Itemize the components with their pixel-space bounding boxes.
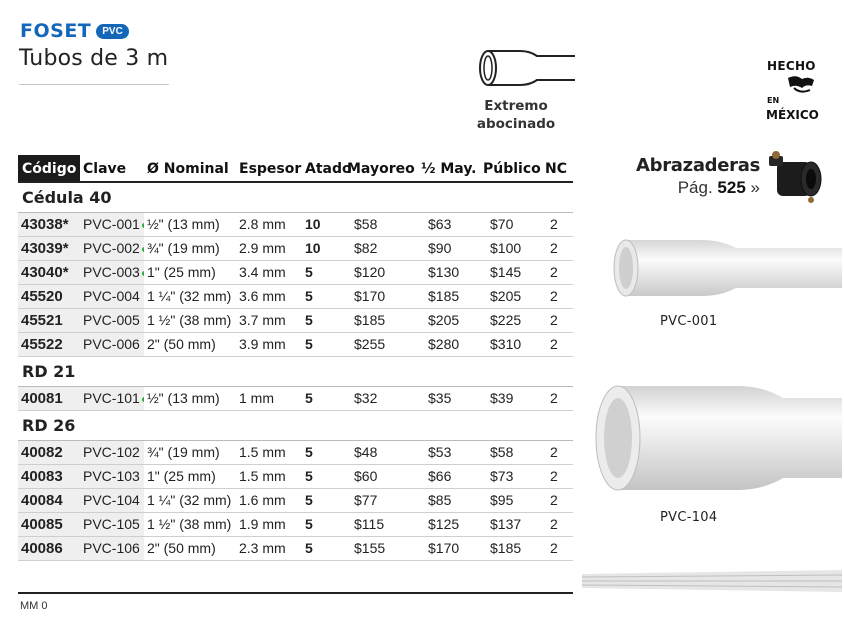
cell-mayoreo xyxy=(344,284,418,308)
cell-nc-text: 2 xyxy=(550,540,558,556)
bell-caption-line1: Extremo xyxy=(484,98,548,114)
clamp-product-image xyxy=(767,150,827,205)
stock-dot-icon xyxy=(142,223,144,228)
cell-nc-text: 2 xyxy=(550,312,558,328)
cell-codigo-text: 43038* xyxy=(21,215,69,233)
cell-clave xyxy=(80,512,144,536)
cell-mayoreo xyxy=(344,464,418,488)
bell-end-caption xyxy=(470,97,562,133)
cell-mayoreo-text: $58 xyxy=(354,216,378,232)
cell-espesor-text: 2.3 mm xyxy=(239,540,286,556)
cell-atado xyxy=(302,284,344,308)
cell-medio-mayoreo-text: $53 xyxy=(428,444,452,460)
cell-nc xyxy=(542,440,573,464)
related-arrow: » xyxy=(750,178,760,197)
cell-nominal xyxy=(144,488,236,512)
cell-publico-text: $58 xyxy=(490,444,514,460)
cell-nc-text: 2 xyxy=(550,336,558,352)
made-in-mexico-badge xyxy=(758,58,828,128)
cell-espesor xyxy=(236,488,302,512)
cell-atado xyxy=(302,386,344,410)
col-header-medio-mayoreo: ½ May. xyxy=(421,161,477,177)
pipe-small-label: PVC-001 xyxy=(660,314,718,329)
cell-clave-text: PVC-101 xyxy=(83,390,140,406)
cell-espesor-text: 3.6 mm xyxy=(239,288,286,304)
page-title: Tubos de 3 m xyxy=(19,46,169,71)
cell-clave-text: PVC-004 xyxy=(83,288,140,304)
cell-medio-mayoreo-text: $35 xyxy=(428,390,452,406)
cell-nc-text: 2 xyxy=(550,240,558,256)
cell-espesor-text: 1 mm xyxy=(239,390,274,406)
cell-nominal-text: 1" (25 mm) xyxy=(147,468,216,484)
cell-medio-mayoreo-text: $130 xyxy=(428,264,460,280)
table-row xyxy=(18,260,573,284)
table-row xyxy=(18,386,573,410)
cell-nc xyxy=(542,512,573,536)
cell-espesor-text: 1.9 mm xyxy=(239,516,286,532)
cell-atado-text: 5 xyxy=(305,312,313,328)
cell-codigo-text: 43040* xyxy=(21,263,69,281)
cell-espesor xyxy=(236,332,302,356)
cell-publico xyxy=(480,440,542,464)
table-row xyxy=(18,212,573,236)
stock-dot-icon xyxy=(142,271,144,276)
cell-nc xyxy=(542,464,573,488)
cell-nc-text: 2 xyxy=(550,288,558,304)
cell-atado-text: 5 xyxy=(305,264,313,280)
cell-nc-text: 2 xyxy=(550,444,558,460)
cell-publico xyxy=(480,284,542,308)
cell-publico-text: $73 xyxy=(490,468,514,484)
cell-espesor xyxy=(236,260,302,284)
cell-codigo xyxy=(18,236,80,260)
cell-medio-mayoreo-text: $63 xyxy=(428,216,452,232)
cell-nominal xyxy=(144,386,236,410)
cell-clave-text: PVC-104 xyxy=(83,492,140,508)
cell-espesor xyxy=(236,464,302,488)
cell-medio-mayoreo xyxy=(418,512,480,536)
cell-codigo-text: 40085 xyxy=(21,515,63,533)
section-title: RD 21 xyxy=(18,356,573,386)
cell-espesor-text: 3.4 mm xyxy=(239,264,286,280)
brand-name: FOSET xyxy=(20,20,92,42)
cell-nominal xyxy=(144,512,236,536)
section-header-row xyxy=(18,356,573,386)
cell-mayoreo-text: $48 xyxy=(354,444,378,460)
cell-atado-text: 5 xyxy=(305,336,313,352)
cell-nc xyxy=(542,212,573,236)
cell-atado-text: 5 xyxy=(305,288,313,304)
cell-atado xyxy=(302,440,344,464)
section-title: RD 26 xyxy=(18,410,573,440)
badge-word-en: EN xyxy=(767,96,780,105)
cell-medio-mayoreo xyxy=(418,212,480,236)
cell-clave-text: PVC-103 xyxy=(83,468,140,484)
cell-atado-text: 5 xyxy=(305,540,313,556)
table-row xyxy=(18,536,573,560)
cell-clave xyxy=(80,212,144,236)
cell-mayoreo-text: $155 xyxy=(354,540,386,556)
cell-nominal xyxy=(144,440,236,464)
cell-publico-text: $95 xyxy=(490,492,514,508)
cell-mayoreo xyxy=(344,308,418,332)
cell-nominal-text: ½" (13 mm) xyxy=(147,216,220,232)
cell-nominal xyxy=(144,308,236,332)
cell-atado xyxy=(302,212,344,236)
cell-nc-text: 2 xyxy=(550,390,558,406)
cell-espesor-text: 1.5 mm xyxy=(239,468,286,484)
cell-medio-mayoreo xyxy=(418,440,480,464)
cell-nc xyxy=(542,236,573,260)
cell-nominal-text: 1 ½" (38 mm) xyxy=(147,312,232,328)
cell-nc xyxy=(542,536,573,560)
cell-mayoreo xyxy=(344,236,418,260)
cell-nominal-text: 2" (50 mm) xyxy=(147,540,216,556)
cell-medio-mayoreo-text: $66 xyxy=(428,468,452,484)
cell-atado xyxy=(302,236,344,260)
cell-publico-text: $205 xyxy=(490,288,522,304)
cell-nominal-text: 2" (50 mm) xyxy=(147,336,216,352)
cell-medio-mayoreo-text: $205 xyxy=(428,312,460,328)
cell-publico xyxy=(480,212,542,236)
cell-codigo xyxy=(18,440,80,464)
cell-nominal-text: ¾" (19 mm) xyxy=(147,444,220,460)
related-page-ref xyxy=(620,178,760,198)
cell-espesor xyxy=(236,512,302,536)
cell-medio-mayoreo xyxy=(418,260,480,284)
cell-codigo xyxy=(18,464,80,488)
related-title: Abrazaderas xyxy=(636,155,760,176)
cell-publico-text: $310 xyxy=(490,336,522,352)
cell-nc-text: 2 xyxy=(550,468,558,484)
cell-codigo-text: 40081 xyxy=(21,389,63,407)
cell-medio-mayoreo-text: $85 xyxy=(428,492,452,508)
cell-clave-text: PVC-002 xyxy=(83,240,140,256)
cell-mayoreo xyxy=(344,260,418,284)
cell-medio-mayoreo-text: $125 xyxy=(428,516,460,532)
cell-clave-text: PVC-006 xyxy=(83,336,140,352)
cell-espesor xyxy=(236,212,302,236)
cell-nc xyxy=(542,284,573,308)
cell-medio-mayoreo xyxy=(418,464,480,488)
table-row xyxy=(18,284,573,308)
cell-medio-mayoreo xyxy=(418,236,480,260)
cell-atado xyxy=(302,260,344,284)
cell-espesor xyxy=(236,236,302,260)
cell-clave xyxy=(80,464,144,488)
cell-atado xyxy=(302,488,344,512)
cell-publico-text: $225 xyxy=(490,312,522,328)
cell-nc xyxy=(542,332,573,356)
cell-mayoreo xyxy=(344,536,418,560)
cell-publico xyxy=(480,236,542,260)
cell-clave xyxy=(80,308,144,332)
cell-nominal xyxy=(144,332,236,356)
cell-clave-text: PVC-105 xyxy=(83,516,140,532)
pipe-large-label: PVC-104 xyxy=(660,510,718,525)
col-header-atado: Atado xyxy=(305,161,352,177)
cell-medio-mayoreo xyxy=(418,308,480,332)
cell-nominal xyxy=(144,260,236,284)
table-row xyxy=(18,440,573,464)
section-title: Cédula 40 xyxy=(18,182,573,212)
cell-espesor-text: 1.6 mm xyxy=(239,492,286,508)
cell-publico-text: $100 xyxy=(490,240,522,256)
col-header-nc: NC xyxy=(545,161,567,177)
cell-atado-text: 5 xyxy=(305,444,313,460)
cell-codigo-text: 43039* xyxy=(21,239,69,257)
table-row xyxy=(18,464,573,488)
product-table xyxy=(18,155,573,561)
cell-codigo-text: 40082 xyxy=(21,443,63,461)
cell-nominal-text: 1 ¼" (32 mm) xyxy=(147,288,232,304)
cell-atado xyxy=(302,536,344,560)
cell-publico xyxy=(480,464,542,488)
cell-publico-text: $39 xyxy=(490,390,514,406)
cell-nc-text: 2 xyxy=(550,216,558,232)
cell-nc xyxy=(542,308,573,332)
cell-codigo-text: 40086 xyxy=(21,539,63,557)
cell-publico-text: $185 xyxy=(490,540,522,556)
cell-mayoreo xyxy=(344,332,418,356)
cell-espesor xyxy=(236,440,302,464)
cell-nominal-text: 1 ½" (38 mm) xyxy=(147,516,232,532)
cell-clave xyxy=(80,440,144,464)
cell-codigo xyxy=(18,260,80,284)
cell-atado xyxy=(302,308,344,332)
cell-mayoreo xyxy=(344,440,418,464)
cell-mayoreo xyxy=(344,386,418,410)
table-row xyxy=(18,512,573,536)
cell-codigo-text: 45522 xyxy=(21,335,63,353)
cell-publico xyxy=(480,386,542,410)
cell-codigo xyxy=(18,512,80,536)
cell-clave xyxy=(80,386,144,410)
cell-publico-text: $70 xyxy=(490,216,514,232)
table-row xyxy=(18,236,573,260)
section-header-row xyxy=(18,410,573,440)
cell-nominal-text: ¾" (19 mm) xyxy=(147,240,220,256)
cell-codigo xyxy=(18,536,80,560)
cell-nominal xyxy=(144,284,236,308)
cell-nc-text: 2 xyxy=(550,492,558,508)
pipe-small-image xyxy=(606,232,842,300)
cell-mayoreo xyxy=(344,212,418,236)
table-row xyxy=(18,332,573,356)
cell-espesor-text: 3.7 mm xyxy=(239,312,286,328)
cell-mayoreo-text: $120 xyxy=(354,264,386,280)
col-header-codigo: Código xyxy=(18,155,80,182)
cell-medio-mayoreo-text: $280 xyxy=(428,336,460,352)
eagle-icon xyxy=(786,74,816,96)
cell-espesor xyxy=(236,308,302,332)
table-header-row xyxy=(18,155,573,182)
table-bottom-rule xyxy=(18,592,573,594)
cell-codigo-text: 40083 xyxy=(21,467,63,485)
cell-clave-text: PVC-106 xyxy=(83,540,140,556)
cell-clave xyxy=(80,260,144,284)
cell-codigo-text: 40084 xyxy=(21,491,63,509)
col-header-mayoreo: Mayoreo xyxy=(347,161,415,177)
cell-espesor-text: 2.8 mm xyxy=(239,216,286,232)
col-header-clave: Clave xyxy=(83,161,127,177)
cell-nc xyxy=(542,386,573,410)
section-header-row xyxy=(18,182,573,212)
cell-nominal-text: ½" (13 mm) xyxy=(147,390,220,406)
cell-atado-text: 10 xyxy=(305,240,321,256)
cell-mayoreo-text: $255 xyxy=(354,336,386,352)
cell-publico-text: $145 xyxy=(490,264,522,280)
col-header-nominal: Ø Nominal xyxy=(147,161,229,177)
cell-mayoreo xyxy=(344,488,418,512)
cell-clave-text: PVC-003 xyxy=(83,264,140,280)
cell-atado xyxy=(302,332,344,356)
cell-publico xyxy=(480,536,542,560)
cell-clave xyxy=(80,284,144,308)
cell-clave xyxy=(80,536,144,560)
cell-mayoreo-text: $115 xyxy=(354,516,385,532)
cell-codigo xyxy=(18,386,80,410)
cell-clave xyxy=(80,332,144,356)
cell-publico xyxy=(480,488,542,512)
cell-atado-text: 5 xyxy=(305,390,313,406)
cell-nc xyxy=(542,260,573,284)
cell-codigo xyxy=(18,488,80,512)
cell-publico xyxy=(480,308,542,332)
cell-medio-mayoreo-text: $170 xyxy=(428,540,460,556)
related-page-number: 525 xyxy=(717,178,746,197)
cell-medio-mayoreo-text: $90 xyxy=(428,240,452,256)
bell-end-pipe-icon xyxy=(475,40,575,100)
brand-logo xyxy=(20,20,129,42)
cell-medio-mayoreo xyxy=(418,386,480,410)
badge-word-hecho: HECHO xyxy=(767,59,816,73)
cell-atado-text: 5 xyxy=(305,468,313,484)
table-body xyxy=(18,182,573,560)
cell-medio-mayoreo xyxy=(418,488,480,512)
cell-publico-text: $137 xyxy=(490,516,522,532)
stock-dot-icon xyxy=(142,397,144,402)
cell-codigo xyxy=(18,308,80,332)
cell-nc-text: 2 xyxy=(550,516,558,532)
brand-badge: PVC xyxy=(96,24,129,39)
cell-mayoreo-text: $60 xyxy=(354,468,378,484)
cell-medio-mayoreo xyxy=(418,284,480,308)
cell-mayoreo-text: $185 xyxy=(354,312,386,328)
cell-clave-text: PVC-102 xyxy=(83,444,140,460)
cell-clave-text: PVC-001 xyxy=(83,216,140,232)
cell-medio-mayoreo-text: $185 xyxy=(428,288,460,304)
cell-nominal-text: 1" (25 mm) xyxy=(147,264,216,280)
cell-mayoreo-text: $77 xyxy=(354,492,378,508)
cell-codigo-text: 45520 xyxy=(21,287,63,305)
cell-espesor xyxy=(236,386,302,410)
cell-atado xyxy=(302,512,344,536)
related-abrazaderas[interactable] xyxy=(620,155,760,198)
col-header-publico: Público xyxy=(483,161,541,177)
cell-atado-text: 10 xyxy=(305,216,321,232)
cell-codigo-text: 45521 xyxy=(21,311,63,329)
cell-espesor-text: 1.5 mm xyxy=(239,444,286,460)
cell-atado-text: 5 xyxy=(305,516,313,532)
cell-publico xyxy=(480,512,542,536)
related-page-prefix: Pág. xyxy=(677,178,713,197)
cell-codigo xyxy=(18,332,80,356)
cell-nc-text: 2 xyxy=(550,264,558,280)
stock-dot-icon xyxy=(142,247,144,252)
title-divider xyxy=(19,84,169,85)
cell-clave-text: PVC-005 xyxy=(83,312,140,328)
badge-word-mexico: MÉXICO xyxy=(766,108,819,122)
col-header-espesor: Espesor xyxy=(239,161,302,177)
cell-clave xyxy=(80,236,144,260)
pipe-large-image xyxy=(588,378,842,496)
cell-nominal xyxy=(144,212,236,236)
table-row xyxy=(18,488,573,512)
cell-codigo xyxy=(18,284,80,308)
cell-espesor xyxy=(236,536,302,560)
cell-atado-text: 5 xyxy=(305,492,313,508)
cell-nc xyxy=(542,488,573,512)
cell-atado xyxy=(302,464,344,488)
cell-medio-mayoreo xyxy=(418,536,480,560)
cell-medio-mayoreo xyxy=(418,332,480,356)
cell-nominal-text: 1 ¼" (32 mm) xyxy=(147,492,232,508)
cell-espesor-text: 3.9 mm xyxy=(239,336,286,352)
bell-caption-line2: abocinado xyxy=(476,116,556,132)
cell-nominal xyxy=(144,236,236,260)
cell-espesor xyxy=(236,284,302,308)
cell-mayoreo-text: $170 xyxy=(354,288,386,304)
cell-publico xyxy=(480,332,542,356)
cell-publico xyxy=(480,260,542,284)
table-row xyxy=(18,308,573,332)
cell-clave xyxy=(80,488,144,512)
cell-mayoreo xyxy=(344,512,418,536)
cell-nominal xyxy=(144,464,236,488)
cell-codigo xyxy=(18,212,80,236)
cell-mayoreo-text: $82 xyxy=(354,240,378,256)
cell-espesor-text: 2.9 mm xyxy=(239,240,286,256)
cell-mayoreo-text: $32 xyxy=(354,390,378,406)
cell-nominal xyxy=(144,536,236,560)
pipe-bundle-image xyxy=(580,566,842,596)
footer-code: MM 0 xyxy=(20,600,48,612)
